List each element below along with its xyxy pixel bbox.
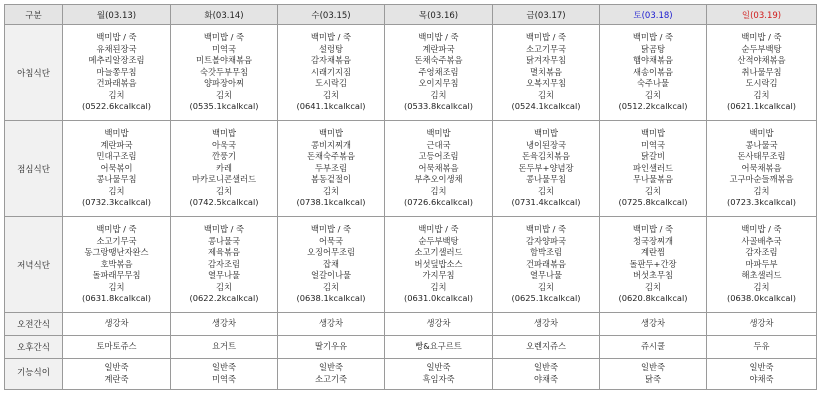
menu-item: (0641.1kcalkcal) — [296, 101, 366, 112]
menu-item: 어묵국 — [318, 235, 344, 246]
meal-cell — [600, 217, 707, 313]
meal-cell — [278, 336, 385, 359]
menu-item: 일반죽 — [211, 362, 237, 373]
meal-cell — [385, 121, 493, 217]
menu-item: 양파장아찌 — [203, 78, 245, 89]
menu-item: 아욱국 — [211, 139, 237, 150]
menu-item: 순두부백탕 — [741, 43, 782, 54]
meal-cell — [63, 313, 171, 336]
meal-cell — [278, 359, 385, 390]
menu-item: 어묵볶이 — [100, 162, 133, 173]
menu-item: 김치 — [215, 89, 233, 100]
menu-item: 쥬시쿨 — [640, 341, 666, 352]
menu-item: 일반죽 — [318, 362, 344, 373]
menu-item: 오복지무침 — [525, 78, 567, 89]
menu-item: 백미밥 / 죽 — [96, 223, 137, 234]
menu-item: 마카로니콘샐러드 — [191, 174, 257, 185]
menu-item: (0533.8kcalkcal) — [403, 101, 474, 112]
menu-item: 김치 — [430, 185, 447, 196]
menu-item: 고등어조림 — [418, 151, 459, 162]
menu-item: 생강차 — [749, 318, 774, 329]
menu-item: 김치 — [537, 89, 555, 100]
menu-item: 생강차 — [318, 318, 344, 329]
menu-item: 계란죽 — [104, 374, 129, 384]
menu-item: 무나물볶음 — [632, 174, 674, 185]
menu-item: (0535.1kcalkcal) — [189, 101, 259, 112]
row-label: 저녁식단 — [5, 217, 63, 313]
menu-item: 일반죽 — [640, 362, 666, 373]
menu-item: 산적야채볶음 — [737, 55, 786, 66]
meal-cell — [600, 121, 707, 217]
menu-item: 김치 — [215, 185, 233, 196]
menu-row — [5, 313, 817, 336]
weekly-meal-table — [4, 4, 817, 390]
menu-item: 야채죽 — [533, 374, 559, 384]
menu-item: 함박조림 — [529, 247, 563, 258]
menu-item: 콩나물국 — [207, 235, 241, 246]
menu-item: 시래기지짐 — [310, 66, 352, 77]
menu-item: (0512.2kcalkcal) — [618, 101, 688, 112]
menu-item: 미트볼야채볶음 — [195, 55, 253, 66]
row-label: 오전간식 — [5, 313, 63, 336]
menu-item: 건파래볶음 — [96, 78, 137, 89]
menu-item: 얼갈이나물 — [310, 270, 352, 281]
meal-cell — [600, 25, 707, 121]
menu-item: 닭겨자무침 — [525, 55, 567, 66]
menu-item: 취나물무침 — [741, 66, 782, 77]
menu-item: (0620.8kcalkcal) — [618, 293, 688, 304]
meal-cell — [385, 313, 493, 336]
meal-cell — [278, 313, 385, 336]
menu-item: 생강차 — [211, 318, 237, 329]
header-row — [5, 5, 817, 25]
menu-item: 백미밥 / 죽 — [632, 31, 674, 42]
menu-item: 열무나물 — [207, 270, 241, 281]
meal-cell — [707, 359, 817, 390]
menu-item: 요거트 — [211, 341, 237, 352]
meal-cell — [707, 313, 817, 336]
meal-cell — [493, 25, 600, 121]
menu-item: 계란파국 — [100, 139, 133, 150]
menu-row — [5, 121, 817, 217]
menu-item: (0738.1kcalkcal) — [296, 197, 366, 208]
meal-cell — [63, 25, 171, 121]
menu-item: 오렌지쥬스 — [525, 341, 567, 352]
menu-item: 백미밥 / 죽 — [418, 31, 459, 42]
day-header: 금(03.17) — [493, 5, 600, 25]
menu-item: 돌파래무무침 — [92, 270, 141, 281]
menu-item: 제육볶음 — [207, 247, 241, 258]
menu-item: 어묵채볶음 — [741, 162, 782, 173]
menu-item: 김치 — [753, 89, 770, 100]
menu-item: 돈채숙주볶음 — [414, 55, 463, 66]
meal-cell — [171, 121, 278, 217]
row-label: 기능식이 — [5, 359, 63, 390]
menu-item: 돈사태무조림 — [737, 151, 786, 162]
meal-cell — [707, 121, 817, 217]
meal-cell — [707, 336, 817, 359]
menu-item: 돈육김치볶음 — [521, 151, 571, 162]
menu-item: 닭곰탕 — [640, 43, 666, 54]
menu-item: 생강차 — [533, 318, 559, 329]
menu-item: 김치 — [108, 89, 125, 100]
menu-item: 소고기무국 — [525, 43, 567, 54]
menu-item: 감자채볶음 — [310, 55, 352, 66]
menu-item: 백미밥 / 죽 — [96, 31, 137, 42]
menu-item: 햄야채볶음 — [632, 55, 674, 66]
menu-item: 해초샐러드 — [741, 270, 782, 281]
menu-item: 오이지무침 — [418, 78, 459, 89]
menu-item: 백미밥 / 죽 — [418, 223, 459, 234]
menu-item: 빵&요구르트 — [415, 341, 462, 352]
menu-item: 백미밥 / 죽 — [632, 223, 674, 234]
menu-row — [5, 359, 817, 390]
menu-item: 김치 — [108, 185, 125, 196]
menu-item: 콩나물무침 — [525, 174, 567, 185]
menu-item: 생강차 — [426, 318, 451, 329]
menu-item: 김치 — [322, 89, 340, 100]
menu-item: (0622.2kcalkcal) — [189, 293, 259, 304]
menu-body — [5, 25, 817, 390]
row-label: 오후간식 — [5, 336, 63, 359]
menu-item: 김치 — [537, 281, 555, 292]
menu-item: 주엉채조림 — [418, 66, 459, 77]
menu-item: 소고기무국 — [96, 235, 137, 246]
menu-item: (0731.4kcalkcal) — [511, 197, 581, 208]
menu-item: 돈채숙주볶음 — [306, 151, 356, 162]
menu-item: (0732.3kcalkcal) — [81, 197, 152, 208]
menu-item: 미역국 — [211, 43, 237, 54]
day-header: 월(03.13) — [63, 5, 171, 25]
menu-item: 닭갈비 — [640, 151, 666, 162]
menu-item: 버섯덮밥소스 — [414, 258, 463, 269]
menu-item: 백미밥 / 죽 — [741, 31, 782, 42]
meal-cell — [63, 336, 171, 359]
day-header: 일(03.19) — [707, 5, 817, 25]
menu-item: 백미밥 / 죽 — [310, 31, 352, 42]
menu-row — [5, 217, 817, 313]
meal-cell — [171, 217, 278, 313]
menu-item: 버섯초무침 — [632, 270, 674, 281]
menu-item: 딸기우유 — [314, 341, 348, 352]
menu-item: 마파두부 — [745, 258, 778, 269]
meal-cell — [278, 121, 385, 217]
meal-cell — [171, 25, 278, 121]
menu-item: 김치 — [753, 281, 770, 292]
menu-item: 계란파국 — [422, 43, 455, 54]
meal-cell — [385, 217, 493, 313]
menu-item: 백미밥 / 죽 — [203, 31, 245, 42]
menu-item: 카레 — [215, 162, 233, 173]
menu-item: (0631.8kcalkcal) — [81, 293, 152, 304]
menu-item: 백미밥 / 죽 — [525, 223, 567, 234]
menu-item: 메추리알장조림 — [88, 55, 145, 66]
menu-item: 설렁탕 — [318, 43, 344, 54]
menu-item: 잡채 — [322, 258, 340, 269]
meal-cell — [600, 336, 707, 359]
menu-item: 파인샐러드 — [632, 162, 674, 173]
meal-cell — [493, 217, 600, 313]
menu-item: 소고기죽 — [314, 374, 348, 384]
menu-item: 백미밥 / 죽 — [525, 31, 567, 42]
menu-item: 백미밥 / 죽 — [310, 223, 352, 234]
menu-item: (0725.8kcalkcal) — [618, 197, 688, 208]
menu-item: 민대구조림 — [96, 151, 137, 162]
menu-item: 일반죽 — [426, 362, 451, 373]
meal-cell — [707, 217, 817, 313]
meal-cell — [493, 313, 600, 336]
menu-item: 근대국 — [426, 139, 451, 150]
menu-item: 사골배추국 — [741, 235, 782, 246]
menu-item: 김치 — [644, 185, 662, 196]
menu-item: 백미밥 — [640, 127, 666, 138]
menu-item: 미역죽 — [211, 374, 237, 384]
meal-cell — [493, 336, 600, 359]
meal-cell — [385, 336, 493, 359]
menu-item: 백미밥 — [318, 127, 344, 138]
meal-cell — [278, 25, 385, 121]
menu-item: 김치 — [322, 185, 340, 196]
menu-item: 김치 — [215, 281, 233, 292]
row-label: 점심식단 — [5, 121, 63, 217]
menu-row — [5, 25, 817, 121]
menu-item: 돈두부+양념장 — [518, 162, 574, 173]
meal-cell — [171, 336, 278, 359]
day-header: 목(03.16) — [385, 5, 493, 25]
menu-item: 돌판두+간장 — [629, 258, 677, 269]
meal-cell — [707, 25, 817, 121]
menu-item: 콩나물국 — [745, 139, 778, 150]
menu-item: 호박볶음 — [100, 258, 133, 269]
menu-item: (0742.5kcalkcal) — [189, 197, 259, 208]
menu-item: 냉이된장국 — [525, 139, 567, 150]
menu-item: 유채된장국 — [96, 43, 137, 54]
menu-item: 두유 — [753, 341, 770, 352]
menu-item: 김치 — [322, 281, 340, 292]
menu-item: 새송이볶음 — [632, 66, 674, 77]
menu-item: 김치 — [430, 89, 447, 100]
menu-item: 동그랑땡난자완스 — [84, 247, 149, 258]
menu-item: 순두부백탕 — [418, 235, 459, 246]
menu-item: (0638.1kcalkcal) — [296, 293, 366, 304]
menu-item: 계란찜 — [640, 247, 666, 258]
menu-item: 일반죽 — [749, 362, 774, 373]
menu-item: (0524.1kcalkcal) — [511, 101, 581, 112]
menu-item: 김치 — [644, 89, 662, 100]
menu-item: 도시락김 — [745, 78, 778, 89]
menu-item: 마늘쫑무침 — [96, 66, 137, 77]
menu-item: 김치 — [108, 281, 125, 292]
menu-item: 김치 — [537, 185, 555, 196]
menu-item: 봄동겉절이 — [310, 174, 352, 185]
menu-item: 김치 — [753, 185, 770, 196]
menu-item: (0726.6kcalkcal) — [403, 197, 474, 208]
meal-cell — [171, 313, 278, 336]
menu-item: 소고기샐러드 — [414, 247, 463, 258]
menu-item: 부추오이생채 — [414, 174, 463, 185]
menu-item: 감자조림 — [207, 258, 241, 269]
menu-item: 백미밥 — [749, 127, 774, 138]
meal-cell — [385, 359, 493, 390]
menu-item: (0638.0kcalkcal) — [726, 293, 797, 304]
meal-cell — [63, 121, 171, 217]
meal-cell — [278, 217, 385, 313]
menu-item: 백미밥 / 죽 — [203, 223, 245, 234]
menu-item: (0522.6kcalkcal) — [81, 101, 152, 112]
menu-item: 가지무침 — [422, 270, 455, 281]
menu-row — [5, 336, 817, 359]
menu-item: 일반죽 — [104, 362, 129, 373]
meal-cell — [600, 359, 707, 390]
meal-cell — [63, 359, 171, 390]
meal-cell — [493, 121, 600, 217]
menu-item: 고구마순들깨볶음 — [729, 174, 794, 185]
menu-item: 감자조림 — [745, 247, 778, 258]
meal-cell — [63, 217, 171, 313]
menu-item: 숙주나물 — [636, 78, 670, 89]
menu-item: 두부조림 — [314, 162, 348, 173]
menu-item: 숙갓두부무침 — [199, 66, 249, 77]
day-header: 토(03.18) — [600, 5, 707, 25]
day-header: 화(03.14) — [171, 5, 278, 25]
menu-item: 야채죽 — [749, 374, 774, 384]
menu-item: 토마토쥬스 — [96, 341, 137, 352]
menu-item: 열무나물 — [529, 270, 563, 281]
menu-item: 백미밥 — [426, 127, 451, 138]
menu-item: 백미밥 — [533, 127, 559, 138]
meal-cell — [600, 313, 707, 336]
menu-item: (0621.1kcalkcal) — [726, 101, 797, 112]
meal-cell — [493, 359, 600, 390]
menu-item: 생강차 — [104, 318, 129, 329]
menu-item: 멸치볶음 — [529, 66, 563, 77]
menu-item: 생강차 — [640, 318, 666, 329]
menu-item: 김치 — [430, 281, 447, 292]
menu-item: 콩나물무침 — [96, 174, 137, 185]
menu-item: 콩비지찌개 — [310, 139, 352, 150]
menu-item: 닭죽 — [644, 374, 662, 384]
row-label: 아침식단 — [5, 25, 63, 121]
menu-item: 김치 — [644, 281, 662, 292]
menu-item: (0631.0kcalkcal) — [403, 293, 474, 304]
menu-item: 감자양파국 — [525, 235, 567, 246]
menu-item: 일반죽 — [533, 362, 559, 373]
menu-item: 오징어무조림 — [306, 247, 356, 258]
menu-item: 깐풍기 — [211, 151, 237, 162]
meal-cell — [385, 25, 493, 121]
menu-item: 청국장찌개 — [632, 235, 674, 246]
day-header: 수(03.15) — [278, 5, 385, 25]
menu-item: (0723.3kcalkcal) — [726, 197, 797, 208]
menu-item: 백미밥 — [211, 127, 237, 138]
menu-item: 흑임자죽 — [422, 374, 455, 384]
menu-item: 백미밥 / 죽 — [741, 223, 782, 234]
header-corner: 구분 — [5, 5, 63, 25]
meal-cell — [171, 359, 278, 390]
menu-item: 백미밥 — [104, 127, 129, 138]
menu-item: 어묵채볶음 — [418, 162, 459, 173]
menu-item: 미역국 — [640, 139, 666, 150]
menu-item: 도시락김 — [314, 78, 348, 89]
menu-item: 건파래볶음 — [525, 258, 567, 269]
menu-item: (0625.1kcalkcal) — [511, 293, 581, 304]
